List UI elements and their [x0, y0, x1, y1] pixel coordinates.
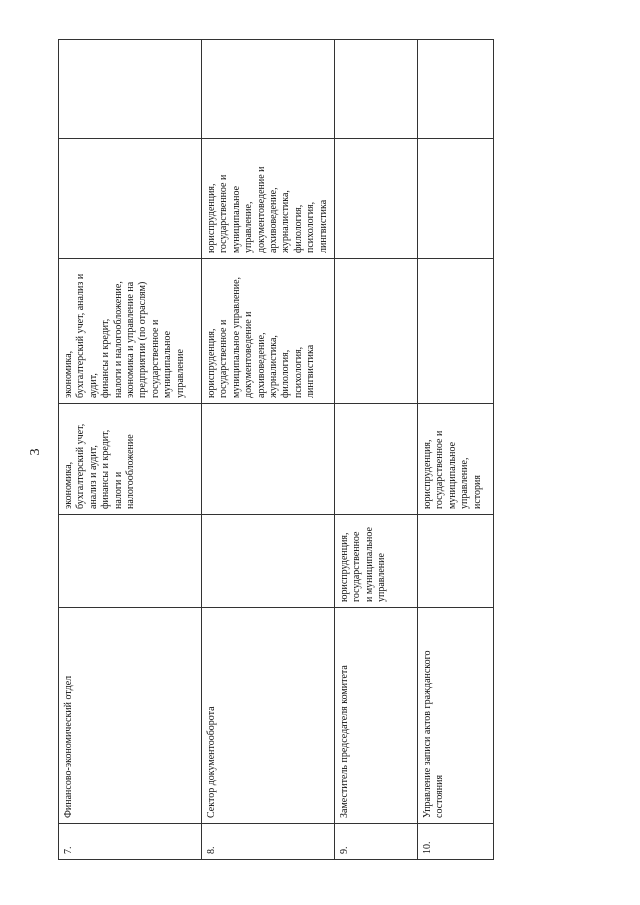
department-cell: Управление записи актов гражданского состояния: [418, 608, 494, 824]
row-number-cell: 7.: [59, 824, 202, 860]
specialty-line: психология,: [292, 346, 304, 398]
specialty-line: и муниципальное: [363, 527, 375, 602]
specialty-line: бухгалтерский учет, анализ и: [75, 273, 87, 398]
rotated-page-content: [58, 40, 490, 860]
specialty-line: экономика и управление на: [125, 281, 137, 398]
specialty-line: налоги и: [112, 471, 124, 509]
specialty-line: государственное и: [149, 319, 161, 398]
specialty-line: налоги и налогообложение,: [112, 281, 124, 398]
specialty-line: архивоведение,: [268, 187, 280, 253]
specialties-cell-d3: [335, 259, 418, 404]
specialty-line: экономика,: [63, 350, 74, 398]
specialties-cell-d5: [418, 40, 494, 139]
specialties-cell-d2: [418, 404, 494, 515]
specialty-line: документоведение и: [243, 311, 255, 398]
table-row: [418, 40, 494, 860]
specialties-cell-d1: [335, 515, 418, 608]
specialty-line: управление,: [243, 201, 255, 253]
specialty-line: документоведение и: [255, 166, 267, 253]
specialties-cell-d5: [59, 40, 202, 139]
specialties-cell-d1: [418, 515, 494, 608]
page-number: 3: [28, 448, 43, 456]
specialties-cell-d1: [202, 515, 335, 608]
specialty-line: бухгалтерский учет,: [75, 423, 87, 509]
specialty-line: психология,: [305, 201, 317, 253]
row-number-cell: 10.: [418, 824, 494, 860]
specialty-line: юриспруденция,: [206, 328, 217, 398]
specialty-line: налогообложение: [125, 434, 137, 509]
table-row: [202, 40, 335, 860]
specialty-line: государственное: [351, 531, 363, 602]
table-body: [59, 40, 494, 860]
specialty-line: муниципальное: [446, 441, 458, 509]
specialty-line: журналистика,: [280, 190, 292, 253]
specialties-cell-d2: [202, 404, 335, 515]
specialty-line: управление: [174, 349, 186, 398]
specialty-line: управление: [376, 553, 388, 602]
department-cell: Финансово-экономический отдел: [59, 608, 202, 824]
specialty-line: история: [471, 475, 483, 509]
department-cell: Заместитель председателя комитета: [335, 608, 418, 824]
row-number-cell: 8.: [202, 824, 335, 860]
table-wrapper: [58, 40, 490, 860]
specialties-cell-d3: [59, 259, 202, 404]
specialty-line: финансы и кредит,: [100, 318, 112, 398]
specialties-cell-d3: [418, 259, 494, 404]
specialties-cell-d5: [335, 40, 418, 139]
table-row: [59, 40, 202, 860]
specialty-line: юриспруденция,: [206, 183, 217, 253]
specialty-line: государственное и: [218, 174, 230, 253]
specialty-line: муниципальное: [230, 185, 242, 253]
specialties-cell-d2: [335, 404, 418, 515]
specialty-line: лингвистика: [317, 199, 329, 253]
row-number-cell: 9.: [335, 824, 418, 860]
specialties-cell-d5: [202, 40, 335, 139]
specialty-line: журналистика,: [268, 335, 280, 398]
specialty-line: анализ и аудит,: [87, 445, 99, 509]
specialty-line: финансы и кредит,: [100, 429, 112, 509]
specialty-line: государственное и: [218, 319, 230, 398]
specialty-line: государственное и: [434, 430, 446, 509]
specialties-cell-d4: [59, 139, 202, 259]
specialties-cell-d4: [202, 139, 335, 259]
specialty-line: лингвистика: [305, 344, 317, 398]
specialty-line: филология,: [280, 349, 292, 398]
specialty-line: управление,: [459, 457, 471, 509]
specialty-line: муниципальное управление,: [230, 276, 242, 398]
specialty-line: предприятии (по отраслям): [137, 281, 149, 398]
specialty-line: муниципальное: [162, 330, 174, 398]
specialties-cell-d3: [202, 259, 335, 404]
specialty-line: юриспруденция,: [339, 532, 351, 602]
specialty-line: аудит,: [87, 373, 99, 398]
specialty-line: филология,: [292, 204, 304, 253]
specialties-cell-d1: [59, 515, 202, 608]
specialties-cell-d4: [335, 139, 418, 259]
specialty-line: юриспруденция,: [422, 439, 434, 509]
specialty-line: экономика,: [63, 461, 74, 509]
specialties-cell-d2: [59, 404, 202, 515]
specialties-table: [58, 39, 494, 860]
specialties-cell-d4: [418, 139, 494, 259]
department-cell: Сектор документооборота: [202, 608, 335, 824]
specialty-line: архивоведение,: [255, 332, 267, 398]
table-row: [335, 40, 418, 860]
